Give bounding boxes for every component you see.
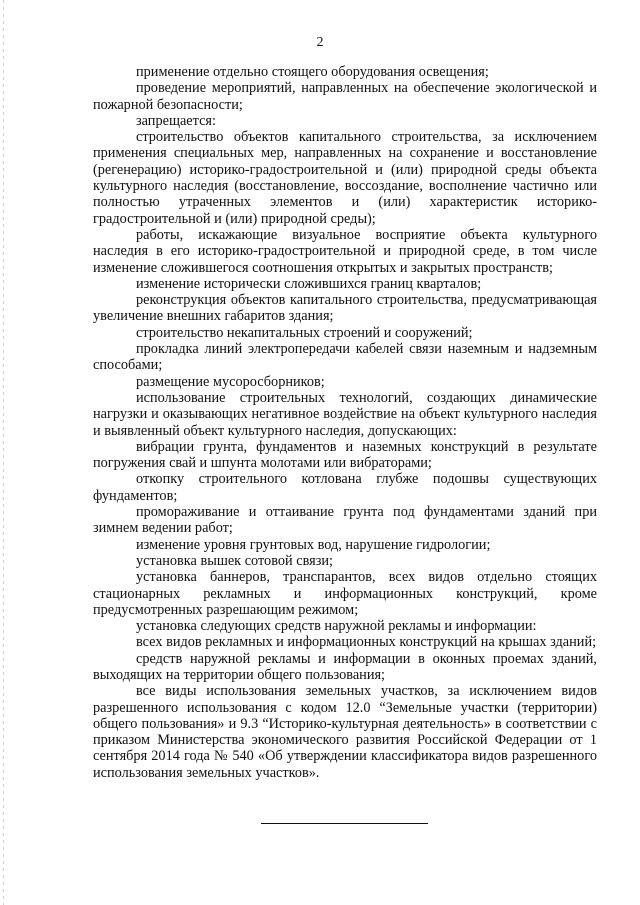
paragraph: все виды использования земельных участков, за исключением видов разрешенного использования с кодом 12.0 “Земельные участки (территории) общего пользования» и 9.3 “Историко-культурная деятельность» в соответствии с приказом Министерства экономического развития Российской Федерации от 1 сентября 2014 года № 540 «Об утверждении классификатора видов разрешенного использования земельных участков». bbox=[93, 683, 597, 781]
paragraph: всех видов рекламных и информационных конструкций на крышах зданий; bbox=[136, 634, 597, 651]
paragraph: откопку строительного котлована глубже подошвы существующих фундаментов; bbox=[93, 471, 597, 504]
paragraph: работы, искажающие визуальное восприятие объекта культурного наследия в его историко-градостроительной и природной среде, в том числе изменение сложившегося соотношения открытых и закрытых пространств; bbox=[93, 226, 597, 276]
paragraph: размещение мусоросборников; bbox=[136, 373, 325, 390]
paragraph: проведение мероприятий, направленных на обеспечение экологической и пожарной безопасности; bbox=[93, 80, 597, 113]
paragraph: изменение уровня грунтовых вод, нарушение гидрологии; bbox=[136, 536, 491, 553]
paragraph: реконструкция объектов капитального строительства, предусматривающая увеличение внешних габаритов здания; bbox=[93, 292, 597, 325]
page-number: 2 bbox=[316, 35, 324, 50]
paragraph: строительство некапитальных строений и сооружений; bbox=[136, 324, 473, 341]
paragraph: средств наружной рекламы и информации в оконных проемах зданий, выходящих на территории общего пользования; bbox=[93, 650, 597, 683]
document-body bbox=[93, 64, 597, 781]
paragraph: прокладка линий электропередачи кабелей связи наземным и надземным способами; bbox=[93, 341, 597, 374]
paragraph: установка вышек сотовой связи; bbox=[136, 552, 333, 569]
paragraph: применение отдельно стоящего оборудования освещения; bbox=[136, 64, 489, 80]
paragraph: использование строительных технологий, создающих динамические нагрузки и оказывающих негативное воздействие на объект культурного наследия и выявленный объект культурного наследия, допускающих: bbox=[93, 389, 597, 439]
paragraph: запрещается: bbox=[136, 112, 216, 129]
footer-divider bbox=[261, 823, 428, 824]
paragraph: промораживание и оттаивание грунта под фундаментами зданий при зимнем ведении работ; bbox=[93, 504, 597, 537]
paragraph: изменение исторически сложившихся границ кварталов; bbox=[136, 275, 482, 292]
paragraph: вибрации грунта, фундаментов и наземных конструкций в результате погружения свай и шпунта молотами или вибраторами; bbox=[93, 438, 597, 472]
paragraph: установка баннеров, транспарантов, всех видов отдельно стоящих стационарных рекламных и информационных конструкций, кроме предусмотренных разрешающим режимом; bbox=[93, 569, 597, 618]
paragraph: установка следующих средств наружной рекламы и информации: bbox=[136, 618, 537, 635]
paragraph: строительство объектов капитального строительства, за исключением применения специальных мер, направленных на сохранение и восстановление (регенерацию) историко-градостроительной и (или) природной среды объекта культурного наследия (восстановление, воссоздание, восполнение частично или полностью утраченных элементов и (или) характеристик историко-градостроительной и (или) природной среды); bbox=[93, 129, 597, 227]
scan-edge-artifact bbox=[3, 0, 4, 905]
